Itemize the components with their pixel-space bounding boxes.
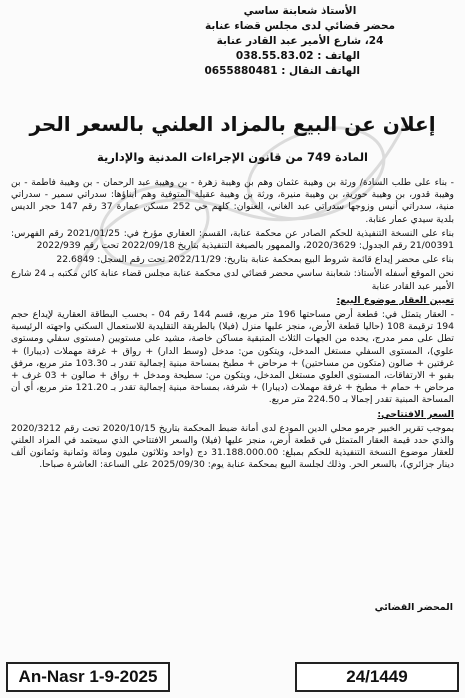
- notice-subtitle: المادة 749 من قانون الإجراءات المدنية والإدارية: [97, 150, 368, 164]
- signature: المحضر القضائي: [374, 602, 453, 613]
- paragraph-conditions: بناء على محضر إيداع قائمة شروط البيع بمحكمة عنابة بتاريخ: 2022/11/29 تحت رقم السجل: 22.6849: [56, 254, 454, 266]
- phone-row: [150, 49, 450, 64]
- paragraph-property: - العقار يتمثل في: قطعة أرض مساحتها 196 متر مربع، قسم 144 رقم 04 - بحسب البطاقة العقارية لإيداع حجم 194 ترقيمة 108 (حاليا قطعة الأرض، منجز عليها منزل (فيلا) بالطريقة التقليدية للاستعمال السكني واجهته الرئيسية تطل على ممر مدرج، يحده من الجهات الثلاث المتبقية مساكن خاصة، مشيد على مستويين (مستوى سفلي ومستوى علوي)، المستوى السفلي مستغل المدخل، ويتكون من: مدخل (وسط الدار) + رواق + غرفة مهملات (ديبارا) + غرفتين + صالون (متكون من مساحتين) + مرحاض + مطبخ بمساحة مبنية إجمالية تقدر بـ 103.30 متر مربع، مرفق بقبو + الارتفاقات، المستوى العلوي مستغل المدخل، ويتكون من: سطيحة ومدخل + رواق + صالون + 03 غرف + مرحاض + حمام + مطبخ + غرفة مهملات (ديبارا) + شرفة، بمساحة مبنية إجمالية تقدر بـ 121.20 متر مربع، أي أن المساحة المبنية تقدر إجمالا بـ 224.50 متر مربع.: [11, 309, 455, 406]
- notice-body: [11, 177, 454, 474]
- notice-title: إعلان عن البيع بالمزاد العلني بالسعر الحر: [29, 112, 436, 136]
- ad-number-box: 24/1449: [295, 662, 459, 692]
- publication-box: An-Nasr 1-9-2025: [6, 662, 170, 692]
- paragraph-applicants: - بناء على طلب السادة/ ورثة بن وهيبة عثمان وهم بن وهيبة زهرة - بن وهيبة عبد الرحمان - بن وهيبة فاطمة - بن وهيبة قدور، بن وهيبة حورية، بن وهيبة منيرة، ورثة بن وهيبة عقيلة المتوفية وهم أبناؤها: سدراتي سمير - سدراتي منية، سدراتي أنيس وزوجها سدراتي عبد الغاني، العنوان: كلهم حي 252 مسكن عمارة 37 رقم 147 حجر الديس بلدية سيدي عمار عنابة.: [11, 177, 454, 225]
- mobile-number: 0655880481: [204, 65, 278, 77]
- property-heading: تعيين العقار موضوع البيع:: [336, 294, 454, 306]
- bailiff-address: 24، شارع الأمير عبد القادر عنابة: [216, 35, 384, 47]
- price-heading: السعر الافتتاحي:: [377, 408, 454, 420]
- phone-label: الهاتف :: [317, 50, 360, 62]
- paragraph-bailiff: نحن الموقع أسفله الأستاذ: شعابنة ساسي محضر قضائي لدى محكمة عنابة مجلس قضاء عنابة كائن مكتبه بـ 24 شارع الأمير عبد القادر عنابة: [11, 268, 454, 292]
- bailiff-title: محضر قضائي لدى مجلس قضاء عنابة: [204, 20, 396, 32]
- paragraph-judgment: بناء على النسخة التنفيذية للحكم الصادر عن محكمة عنابة، القسم: العقاري مؤرخ في: 2021/01/25 رقم الفهرس: 21/00391 رقم الجدول: 2020/3629، والممهور بالصيغة التنفيذية بتاريخ 2022/09/18 تحت رقم 2022/939: [11, 227, 454, 252]
- mobile-row: [150, 64, 450, 79]
- paragraph-price: بموجب تقرير الخبير جرمو محلي الدين المودع لدى أمانة ضبط المحكمة بتاريخ 2020/10/15 تحت رقم 2020/3212 والذي حدد قيمة العقار المتمثل في قطعة أرض، منجز عليها (فيلا) والسعر الافتتاحي الذي سيعتمد في المزاد العلني للعقار موضوع النسخة التنفيذية للحكم بمبلغ: 31.188.000.00 دج (واحد وثلاثون مليون ومائة وثمانية وثمانون ألف دينار جزائري)، بالسعر الحر. وذلك لجلسة البيع بمحكمة عنابة يوم: 2025/09/30 على الساعة: العاشرة صباحا.: [11, 422, 455, 471]
- bailiff-header: [150, 4, 450, 79]
- footer: [6, 628, 459, 692]
- mobile-label: الهاتف النقال :: [281, 65, 360, 77]
- bailiff-name: الأستاذ شعابنة ساسي: [243, 5, 357, 17]
- phone-number: 038.55.83.02: [235, 50, 314, 62]
